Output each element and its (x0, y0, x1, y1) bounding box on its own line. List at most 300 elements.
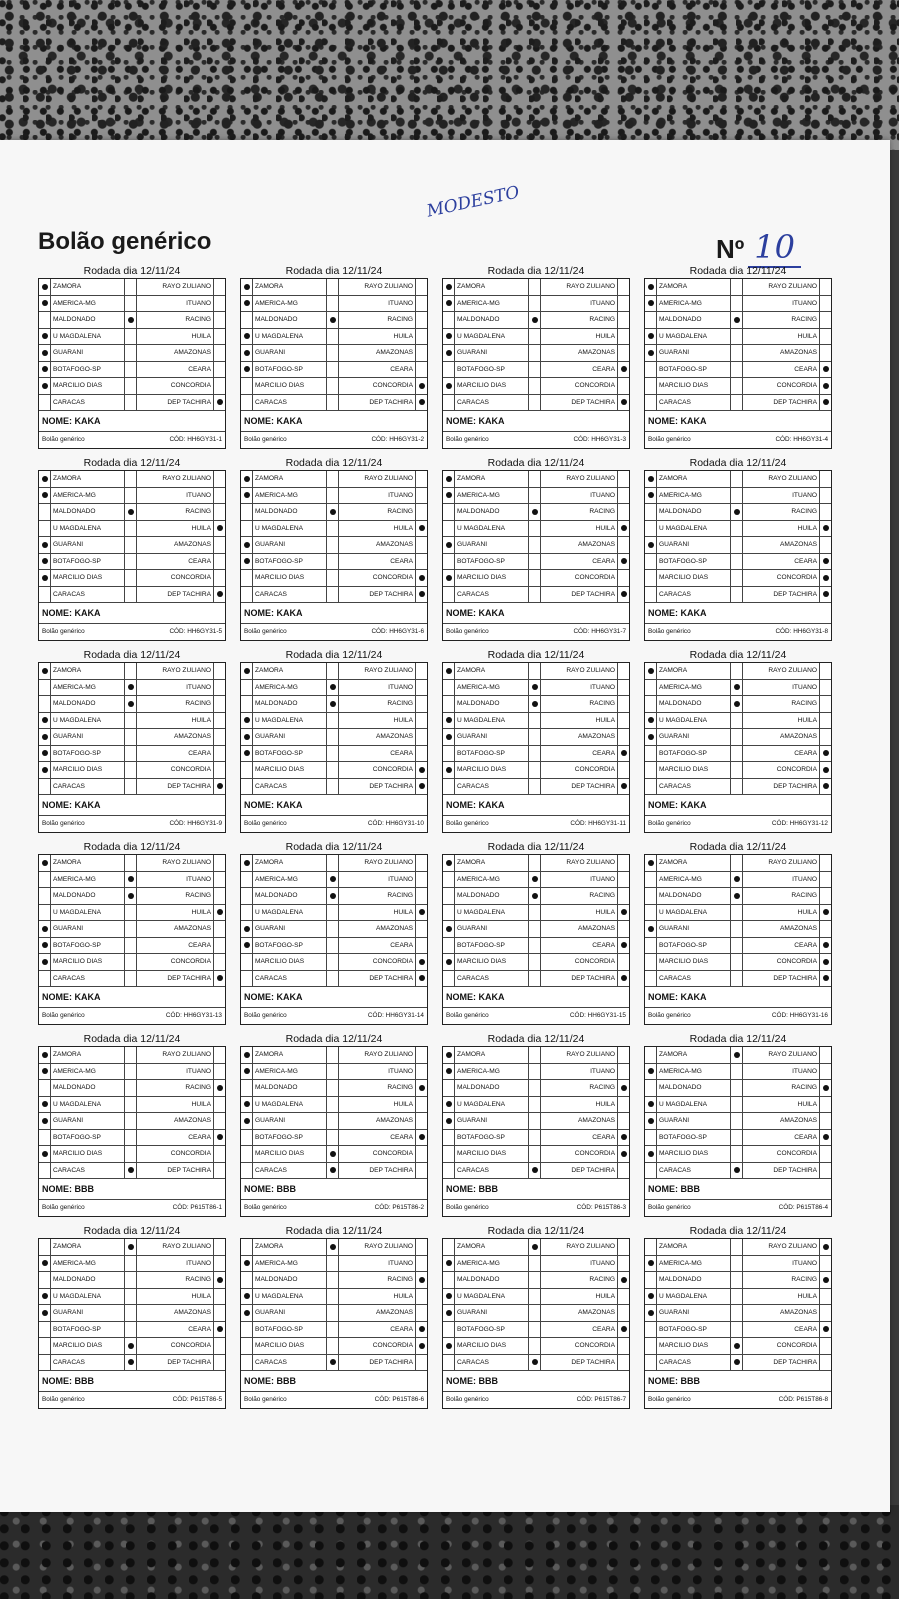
pick-draw-circle (125, 504, 137, 520)
pick-away-circle (416, 746, 428, 762)
ticket-code: CÓD: HH6GY31-5 (169, 628, 222, 635)
match-row (241, 855, 427, 872)
home-team: MALDONADO (455, 1272, 529, 1288)
pick-home-circle (241, 888, 253, 904)
home-team: ZAMORA (455, 471, 529, 487)
pick-away-circle (416, 1322, 428, 1338)
away-team: CEARA (743, 746, 820, 762)
away-team: CONCORDIA (541, 570, 618, 586)
ticket-round: Rodada dia 12/11/24 (689, 265, 787, 277)
home-team: AMERICA-MG (657, 680, 731, 696)
pick-home-circle (443, 1113, 455, 1129)
pick-home-circle (443, 362, 455, 378)
pick-draw-circle (529, 1163, 541, 1179)
match-rows (443, 1047, 629, 1179)
pick-draw-circle (529, 855, 541, 871)
away-team: DEP TACHIRA (541, 779, 618, 795)
away-team: CEARA (743, 554, 820, 570)
match-row (241, 1305, 427, 1322)
home-team: CARACAS (657, 779, 731, 795)
pick-home-circle (39, 1239, 51, 1255)
match-row (645, 1146, 831, 1163)
pick-draw-circle (125, 1097, 137, 1113)
pick-draw-circle (327, 696, 339, 712)
away-team: ITUANO (743, 872, 820, 888)
away-team: CONCORDIA (541, 1338, 618, 1354)
pick-home-circle (39, 1289, 51, 1305)
pick-away-circle (214, 713, 226, 729)
home-team: ZAMORA (253, 1047, 327, 1063)
away-team: AMAZONAS (137, 537, 214, 553)
pick-away-circle (618, 296, 630, 312)
home-team: BOTAFOGO-SP (51, 1322, 125, 1338)
home-team: MARCILIO DIAS (51, 1146, 125, 1162)
pick-draw-circle (327, 888, 339, 904)
pick-draw-circle (731, 362, 743, 378)
pick-home-circle (241, 1064, 253, 1080)
pick-home-circle (241, 938, 253, 954)
pick-away-circle (214, 1080, 226, 1096)
away-team: ITUANO (541, 1064, 618, 1080)
pick-draw-circle (327, 762, 339, 778)
home-team: CARACAS (253, 971, 327, 987)
pick-draw-circle (125, 971, 137, 987)
pick-away-circle (618, 1130, 630, 1146)
home-team: CARACAS (51, 395, 125, 411)
home-team: MARCILIO DIAS (253, 954, 327, 970)
ticket (442, 1224, 630, 1408)
pick-draw-circle (529, 1272, 541, 1288)
pick-draw-circle (529, 1239, 541, 1255)
pick-draw-circle (731, 554, 743, 570)
match-row (241, 1113, 427, 1130)
ticket-footer (39, 1200, 225, 1216)
home-team: BOTAFOGO-SP (657, 362, 731, 378)
pick-draw-circle (731, 729, 743, 745)
home-team: U MAGDALENA (455, 1097, 529, 1113)
home-team: MALDONADO (657, 1080, 731, 1096)
pick-home-circle (645, 471, 657, 487)
pick-away-circle (618, 378, 630, 394)
match-rows (39, 663, 225, 795)
pick-home-circle (39, 570, 51, 586)
home-team: CARACAS (455, 779, 529, 795)
ticket-box (240, 278, 428, 449)
match-row (645, 1163, 831, 1180)
match-row (39, 488, 225, 505)
pick-draw-circle (731, 1064, 743, 1080)
away-team: RACING (137, 1080, 214, 1096)
pick-home-circle (39, 905, 51, 921)
home-team: MARCILIO DIAS (455, 954, 529, 970)
pick-away-circle (416, 312, 428, 328)
ticket-footer (241, 624, 427, 640)
match-row (443, 1080, 629, 1097)
away-team: CONCORDIA (541, 762, 618, 778)
away-team: CEARA (339, 746, 416, 762)
match-row (443, 1163, 629, 1180)
home-team: MALDONADO (253, 1272, 327, 1288)
home-team: MALDONADO (253, 504, 327, 520)
ticket-round: Rodada dia 12/11/24 (285, 265, 383, 277)
ticket-player-name: NOME: KAKA (443, 411, 629, 432)
pick-draw-circle (731, 296, 743, 312)
match-row (39, 504, 225, 521)
away-team: RACING (339, 888, 416, 904)
away-team: ITUANO (541, 872, 618, 888)
away-team: HUILA (743, 905, 820, 921)
pick-draw-circle (327, 362, 339, 378)
match-rows (39, 279, 225, 411)
match-rows (443, 471, 629, 603)
match-row (645, 395, 831, 412)
pick-draw-circle (125, 1355, 137, 1371)
ticket-box (240, 662, 428, 833)
away-team: DEP TACHIRA (339, 1163, 416, 1179)
pick-away-circle (618, 504, 630, 520)
ticket (442, 648, 630, 832)
pick-away-circle (214, 663, 226, 679)
pick-draw-circle (529, 1080, 541, 1096)
away-team: DEP TACHIRA (743, 1163, 820, 1179)
pick-home-circle (241, 587, 253, 603)
ticket-player-name: NOME: KAKA (241, 795, 427, 816)
pick-draw-circle (529, 1338, 541, 1354)
away-team: HUILA (339, 1289, 416, 1305)
pick-away-circle (416, 1256, 428, 1272)
home-team: CARACAS (455, 587, 529, 603)
pick-away-circle (416, 362, 428, 378)
home-team: AMERICA-MG (253, 1064, 327, 1080)
handwritten-name: MODESTO (424, 182, 522, 222)
away-team: CEARA (743, 1130, 820, 1146)
pick-home-circle (39, 362, 51, 378)
match-rows (241, 1239, 427, 1371)
match-row (241, 1064, 427, 1081)
pick-home-circle (645, 504, 657, 520)
home-team: AMERICA-MG (51, 680, 125, 696)
away-team: AMAZONAS (541, 537, 618, 553)
away-team: CEARA (339, 1130, 416, 1146)
ticket-grid (38, 264, 832, 1416)
home-team: BOTAFOGO-SP (455, 746, 529, 762)
home-team: MALDONADO (455, 888, 529, 904)
pick-away-circle (618, 713, 630, 729)
match-row (645, 954, 831, 971)
home-team: MALDONADO (51, 888, 125, 904)
away-team: HUILA (339, 713, 416, 729)
pick-draw-circle (731, 279, 743, 295)
match-row (39, 395, 225, 412)
pick-draw-circle (125, 395, 137, 411)
pick-draw-circle (125, 762, 137, 778)
pick-home-circle (39, 888, 51, 904)
match-row (645, 1338, 831, 1355)
away-team: HUILA (137, 1097, 214, 1113)
pick-home-circle (645, 1064, 657, 1080)
match-row (443, 521, 629, 538)
pick-away-circle (618, 1305, 630, 1321)
match-rows (39, 1239, 225, 1371)
home-team: GUARANI (51, 921, 125, 937)
match-row (39, 1239, 225, 1256)
ticket-player-name: NOME: KAKA (645, 987, 831, 1008)
pick-draw-circle (327, 954, 339, 970)
ticket-round: Rodada dia 12/11/24 (83, 265, 181, 277)
match-row (241, 1097, 427, 1114)
match-row (39, 762, 225, 779)
pick-home-circle (241, 1355, 253, 1371)
home-team: ZAMORA (253, 1239, 327, 1255)
ticket-brand: Bolão genérico (446, 436, 489, 443)
pick-home-circle (443, 1355, 455, 1371)
match-row (645, 779, 831, 796)
home-team: MARCILIO DIAS (455, 1338, 529, 1354)
ticket-code: CÓD: HH6GY31-1 (169, 436, 222, 443)
pick-draw-circle (731, 696, 743, 712)
pick-away-circle (214, 762, 226, 778)
pick-home-circle (443, 1272, 455, 1288)
home-team: BOTAFOGO-SP (51, 938, 125, 954)
pick-draw-circle (327, 488, 339, 504)
pick-home-circle (645, 488, 657, 504)
home-team: U MAGDALENA (253, 1097, 327, 1113)
pick-away-circle (820, 279, 832, 295)
match-row (241, 762, 427, 779)
match-row (39, 362, 225, 379)
pick-away-circle (416, 1163, 428, 1179)
home-team: AMERICA-MG (51, 488, 125, 504)
ticket-brand: Bolão genérico (648, 1204, 691, 1211)
match-row (39, 1080, 225, 1097)
away-team: AMAZONAS (339, 1305, 416, 1321)
pick-draw-circle (125, 1113, 137, 1129)
pick-away-circle (416, 1097, 428, 1113)
match-row (241, 696, 427, 713)
pick-away-circle (820, 537, 832, 553)
match-row (241, 329, 427, 346)
pick-draw-circle (529, 1355, 541, 1371)
ticket (442, 1032, 630, 1216)
match-row (443, 1239, 629, 1256)
ticket (240, 648, 428, 832)
pick-away-circle (416, 729, 428, 745)
home-team: MARCILIO DIAS (455, 1146, 529, 1162)
pick-draw-circle (529, 329, 541, 345)
home-team: MARCILIO DIAS (253, 1338, 327, 1354)
home-team: BOTAFOGO-SP (253, 1322, 327, 1338)
away-team: AMAZONAS (339, 345, 416, 361)
away-team: ITUANO (339, 1064, 416, 1080)
match-row (645, 1113, 831, 1130)
pick-draw-circle (327, 1130, 339, 1146)
away-team: RACING (339, 312, 416, 328)
pick-draw-circle (327, 1047, 339, 1063)
pick-home-circle (645, 1289, 657, 1305)
ticket-brand: Bolão genérico (446, 1012, 489, 1019)
away-team: RAYO ZULIANO (743, 279, 820, 295)
pick-home-circle (39, 1305, 51, 1321)
pick-home-circle (645, 554, 657, 570)
pick-draw-circle (529, 378, 541, 394)
home-team: BOTAFOGO-SP (455, 1130, 529, 1146)
pick-home-circle (39, 855, 51, 871)
pick-away-circle (618, 663, 630, 679)
pick-away-circle (416, 1272, 428, 1288)
pick-away-circle (214, 1239, 226, 1255)
match-row (443, 537, 629, 554)
pick-draw-circle (731, 1272, 743, 1288)
pick-away-circle (618, 762, 630, 778)
away-team: CONCORDIA (339, 762, 416, 778)
pick-home-circle (39, 746, 51, 762)
home-team: AMERICA-MG (253, 872, 327, 888)
away-team: RAYO ZULIANO (743, 471, 820, 487)
pick-home-circle (645, 312, 657, 328)
pick-draw-circle (327, 471, 339, 487)
ticket-brand: Bolão genérico (648, 1396, 691, 1403)
home-team: AMERICA-MG (51, 1064, 125, 1080)
home-team: MALDONADO (455, 1080, 529, 1096)
home-team: BOTAFOGO-SP (51, 1130, 125, 1146)
away-team: CEARA (137, 1322, 214, 1338)
ticket (442, 840, 630, 1024)
home-team: U MAGDALENA (455, 713, 529, 729)
pick-home-circle (241, 663, 253, 679)
pick-away-circle (416, 570, 428, 586)
ticket (38, 840, 226, 1024)
pick-draw-circle (529, 521, 541, 537)
ticket-brand: Bolão genérico (446, 628, 489, 635)
pick-home-circle (39, 762, 51, 778)
away-team: CONCORDIA (339, 570, 416, 586)
ticket-player-name: NOME: KAKA (241, 411, 427, 432)
match-row (443, 554, 629, 571)
pick-away-circle (214, 1256, 226, 1272)
pick-away-circle (618, 1146, 630, 1162)
pick-home-circle (39, 378, 51, 394)
home-team: ZAMORA (657, 855, 731, 871)
pick-away-circle (820, 378, 832, 394)
pick-home-circle (241, 279, 253, 295)
pick-home-circle (645, 1047, 657, 1063)
pick-home-circle (645, 296, 657, 312)
away-team: RACING (743, 504, 820, 520)
pick-away-circle (214, 570, 226, 586)
match-rows (443, 279, 629, 411)
match-row (39, 680, 225, 697)
ticket-brand: Bolão genérico (42, 820, 85, 827)
pick-home-circle (39, 938, 51, 954)
match-row (241, 921, 427, 938)
match-row (241, 1272, 427, 1289)
away-team: CONCORDIA (743, 954, 820, 970)
match-row (645, 471, 831, 488)
pick-draw-circle (125, 905, 137, 921)
away-team: AMAZONAS (339, 537, 416, 553)
pick-home-circle (443, 1097, 455, 1113)
away-team: DEP TACHIRA (137, 779, 214, 795)
pick-away-circle (214, 1130, 226, 1146)
pick-home-circle (443, 746, 455, 762)
match-row (241, 680, 427, 697)
pick-home-circle (241, 471, 253, 487)
match-row (443, 971, 629, 988)
pick-draw-circle (327, 279, 339, 295)
pick-home-circle (645, 971, 657, 987)
match-row (241, 312, 427, 329)
granite-countertop-top (0, 0, 899, 150)
ticket-code: CÓD: HH6GY31-3 (573, 436, 626, 443)
away-team: CONCORDIA (137, 1338, 214, 1354)
pick-away-circle (416, 587, 428, 603)
home-team: MALDONADO (455, 504, 529, 520)
pick-away-circle (214, 504, 226, 520)
home-team: GUARANI (455, 345, 529, 361)
pick-home-circle (645, 329, 657, 345)
ticket-box (442, 1046, 630, 1217)
pick-home-circle (241, 378, 253, 394)
pick-away-circle (618, 279, 630, 295)
home-team: ZAMORA (657, 471, 731, 487)
away-team: DEP TACHIRA (339, 779, 416, 795)
home-team: GUARANI (455, 537, 529, 553)
pick-draw-circle (731, 312, 743, 328)
ticket-box (38, 1046, 226, 1217)
pick-away-circle (820, 663, 832, 679)
ticket-brand: Bolão genérico (42, 1204, 85, 1211)
pick-home-circle (443, 779, 455, 795)
match-row (443, 587, 629, 604)
pick-away-circle (820, 1322, 832, 1338)
ticket-round: Rodada dia 12/11/24 (83, 1033, 181, 1045)
match-row (645, 1047, 831, 1064)
match-row (241, 713, 427, 730)
pick-away-circle (618, 1256, 630, 1272)
away-team: HUILA (541, 1289, 618, 1305)
pick-home-circle (39, 954, 51, 970)
match-rows (241, 1047, 427, 1179)
pick-away-circle (618, 537, 630, 553)
away-team: RAYO ZULIANO (541, 1239, 618, 1255)
home-team: GUARANI (657, 729, 731, 745)
pick-home-circle (241, 855, 253, 871)
home-team: U MAGDALENA (657, 1097, 731, 1113)
home-team: AMERICA-MG (51, 872, 125, 888)
home-team: AMERICA-MG (253, 296, 327, 312)
pick-away-circle (618, 1239, 630, 1255)
away-team: CEARA (541, 746, 618, 762)
pick-home-circle (39, 312, 51, 328)
away-team: CONCORDIA (541, 1146, 618, 1162)
pick-away-circle (820, 779, 832, 795)
pick-home-circle (443, 329, 455, 345)
pick-away-circle (214, 378, 226, 394)
ticket-footer (443, 432, 629, 448)
pick-away-circle (618, 1163, 630, 1179)
pick-draw-circle (731, 1047, 743, 1063)
match-row (241, 938, 427, 955)
ticket (38, 456, 226, 640)
home-team: GUARANI (657, 1305, 731, 1321)
home-team: BOTAFOGO-SP (657, 554, 731, 570)
pick-draw-circle (529, 587, 541, 603)
pick-draw-circle (529, 872, 541, 888)
pick-home-circle (645, 378, 657, 394)
pick-draw-circle (327, 855, 339, 871)
pick-home-circle (645, 1097, 657, 1113)
pick-away-circle (618, 570, 630, 586)
